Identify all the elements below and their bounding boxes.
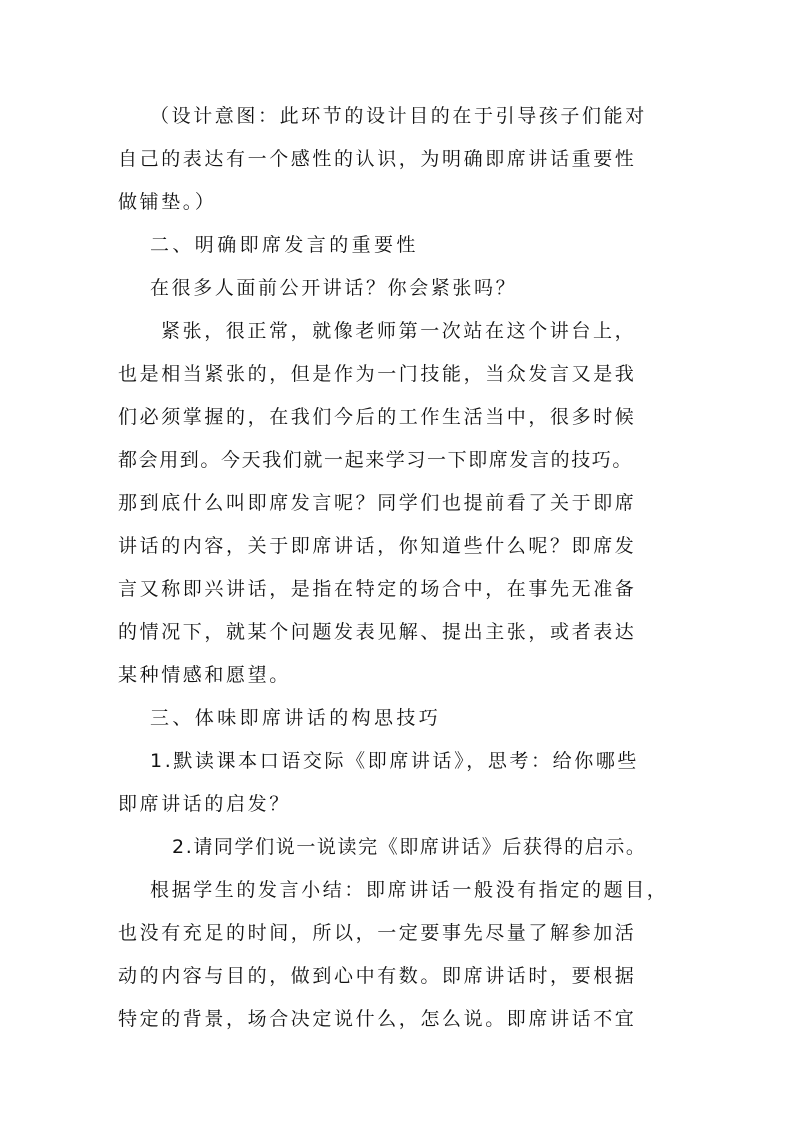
design-intent-line-3: 做铺垫。） <box>118 191 217 213</box>
item-2-line: 2.请同学们说一说读完《即席讲话》后获得的启示。 <box>172 836 647 858</box>
paragraph-line-2: 也是相当紧张的，但是作为一门技能，当众发言又是我 <box>118 363 637 385</box>
paragraph-line-3: 们必须掌握的，在我们今后的工作生活当中，很多时候 <box>118 406 637 428</box>
section-heading-3: 三、体味即席讲话的构思技巧 <box>150 707 442 729</box>
summary-line-4: 特定的背景，场合决定说什么，怎么说。即席讲话不宜 <box>118 1008 637 1030</box>
paragraph-line-7: 言又称即兴讲话，是指在特定的场合中，在事先无准备 <box>118 578 637 600</box>
paragraph-line-6: 讲话的内容，关于即席讲话，你知道些什么呢？即席发 <box>118 535 637 557</box>
paragraph-line-1: 紧张，很正常，就像老师第一次站在这个讲台上， <box>161 320 637 342</box>
question-line: 在很多人面前公开讲话？你会紧张吗？ <box>150 277 518 299</box>
summary-line-3: 动的内容与目的，做到心中有数。即席讲话时，要根据 <box>118 965 637 987</box>
section-heading-2: 二、明确即席发言的重要性 <box>150 234 419 256</box>
paragraph-line-9: 某种情感和愿望。 <box>118 664 291 686</box>
paragraph-line-8: 的情况下，就某个问题发表见解、提出主张，或者表达 <box>118 621 637 643</box>
design-intent-line-1: （设计意图：此环节的设计目的在于引导孩子们能对 <box>150 105 647 127</box>
paragraph-line-4: 都会用到。今天我们就一起来学习一下即席发言的技巧。 <box>118 449 634 471</box>
item-1-line-2: 即席讲话的启发？ <box>118 793 291 815</box>
item-1-line-1: 1.默读课本口语交际《即席讲话》，思考：给你哪些 <box>150 750 640 772</box>
design-intent-line-2: 自己的表达有一个感性的认识，为明确即席讲话重要性 <box>118 148 637 170</box>
summary-line-1: 根据学生的发言小结：即席讲话一般没有指定的题目， <box>150 879 669 901</box>
summary-line-2: 也没有充足的时间，所以，一定要事先尽量了解参加活 <box>118 922 637 944</box>
paragraph-line-5: 那到底什么叫即席发言呢？同学们也提前看了关于即席 <box>118 492 637 514</box>
